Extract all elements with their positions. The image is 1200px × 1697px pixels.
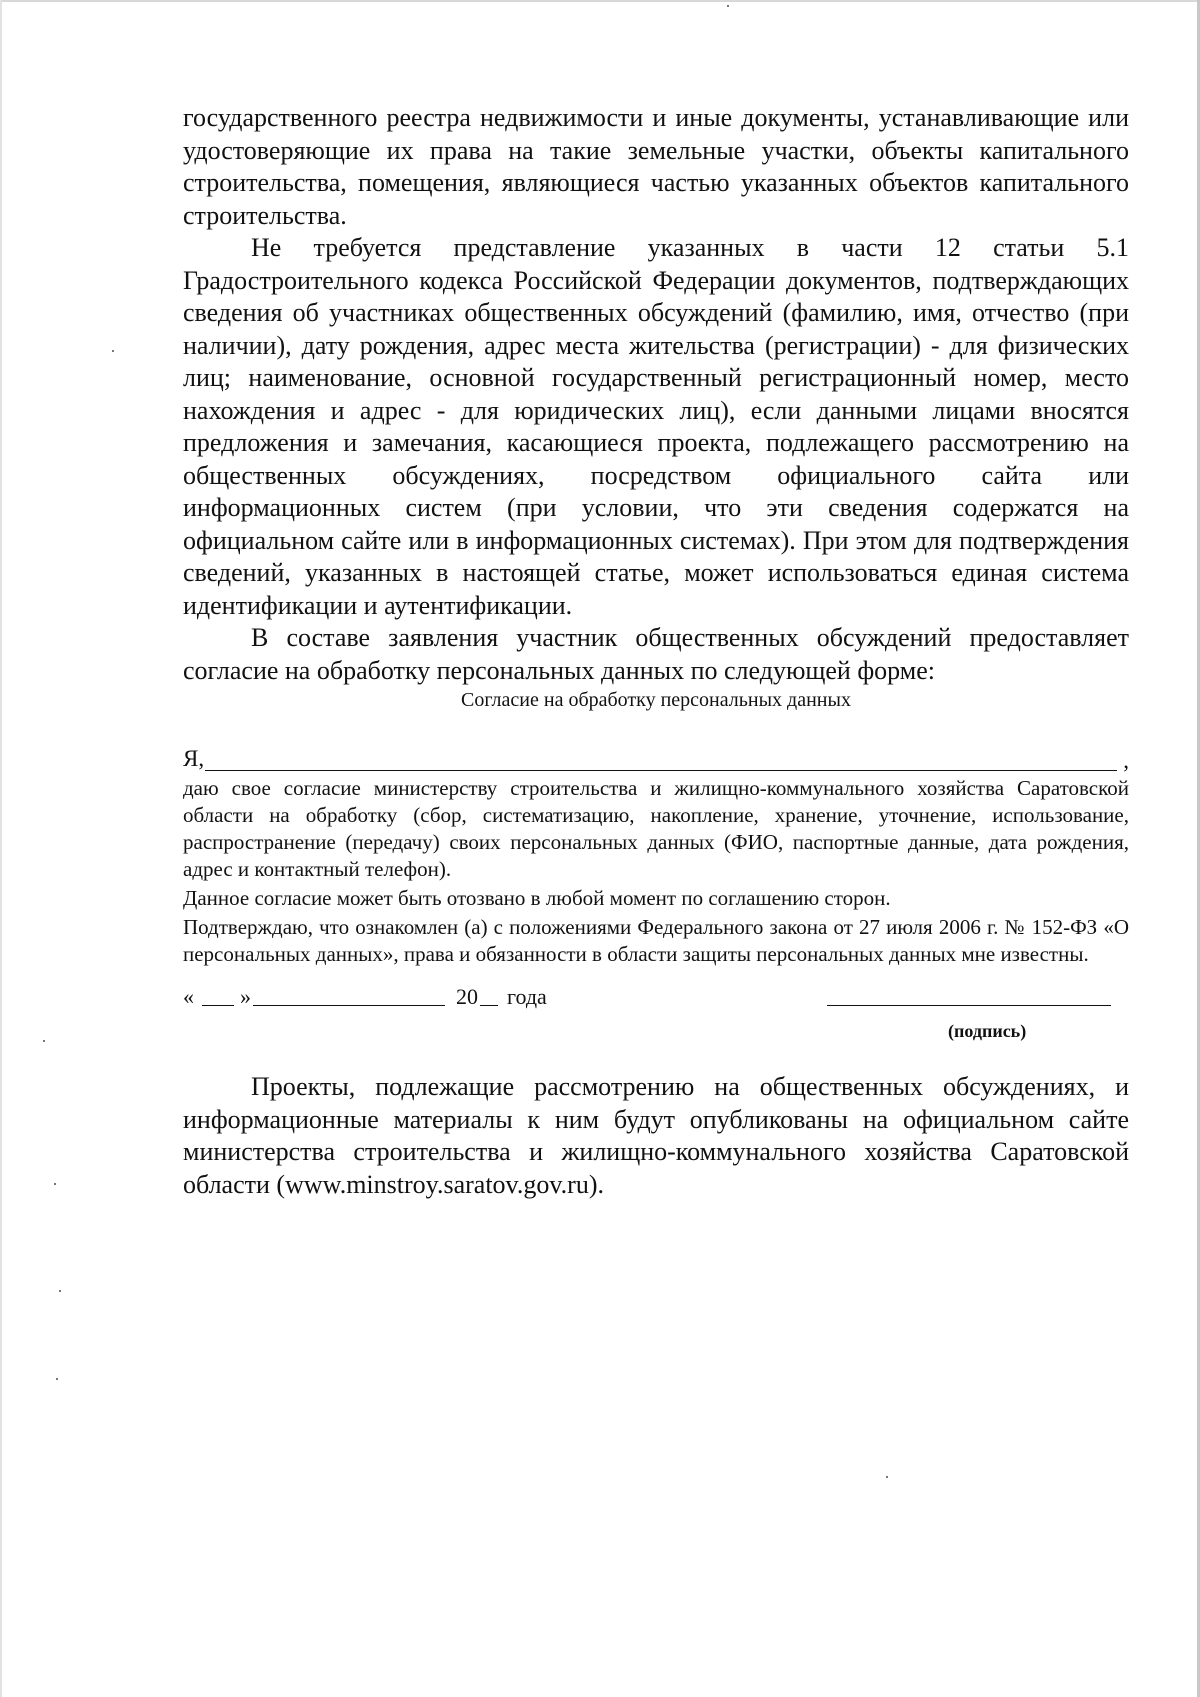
consent-text-1: даю свое согласие министерству строительства и жилищно-коммунального хозяйства Саратовской области на обработку (сбор, систематизацию, накопление, хранение, уточнение, использование, распространение (передачу) своих персональных данных (ФИО, паспортные данные, дата рождения, адрес и контактный телефон).	[183, 776, 1129, 881]
scan-speck	[59, 1290, 61, 1292]
scan-speck	[43, 1040, 45, 1042]
name-field-line	[205, 770, 1117, 771]
signature-line	[827, 1005, 1111, 1006]
scan-left-edge	[0, 0, 2, 1697]
year-field-line	[480, 1005, 498, 1006]
document-body	[183, 102, 1129, 1201]
paragraph-2: Не требуется представление указанных в части 12 статьи 5.1 Градостроительного кодекса Российской Федерации документов, подтверждающих сведения об участниках общественных обсуждений (фамилию, имя, отчество (при наличии), дату рождения, адрес места жительства (регистрации) - для физических лиц; наименование, основной государственный регистрационный номер, место нахождения и адрес - для юридических лиц), если данными лицами вносятся предложения и замечания, касающиеся проекта, подлежащего рассмотрению на общественных обсуждениях, посредством официального сайта или информационных систем (при условии, что эти сведения содержатся на официальном сайте или в информационных системах). При этом для подтверждения сведений, указанных в настоящей статье, может использоваться единая система идентификации и аутентификации.	[183, 233, 1129, 620]
year-word: года	[507, 984, 547, 1009]
consent-text-3: Подтверждаю, что ознакомлен (а) с положениями Федерального закона от 27 июля 2006 г. № 152-ФЗ «О персональных данных», права и обязанности в области защиты персональных данных мне известны.	[183, 915, 1129, 966]
date-open-quote: «	[183, 984, 194, 1009]
name-label: Я,	[183, 746, 205, 771]
consent-form	[183, 688, 1129, 1041]
month-field-line	[253, 1005, 445, 1006]
consent-title: Согласие на обработку персональных данных	[461, 689, 851, 711]
name-line	[183, 745, 1129, 775]
date-signature-row	[183, 983, 1129, 1041]
scan-speck	[56, 1378, 58, 1380]
scan-speck	[112, 350, 114, 352]
scan-speck	[886, 1476, 888, 1478]
scan-speck	[727, 5, 729, 7]
signature-caption: (подпись)	[948, 1021, 1027, 1041]
scan-speck	[54, 1183, 56, 1185]
final-paragraph: Проекты, подлежащие рассмотрению на общественных обсуждениях, и информационные материалы к ним будут опубликованы на официальном сайте министерства строительства и жилищно-коммунального хозяйства Саратовской области (www.minstroy.saratov.gov.ru).	[183, 1072, 1129, 1199]
consent-text-2: Данное согласие может быть отозвано в любой момент по соглашению сторон.	[183, 886, 891, 910]
date-close-quote: »	[240, 984, 251, 1009]
year-prefix: 20	[456, 984, 478, 1009]
name-trailing-comma: ,	[1123, 748, 1129, 773]
scan-top-edge	[0, 0, 1200, 2]
paragraph-3: В составе заявления участник общественных обсуждений предоставляет согласие на обработку персональных данных по следующей форме:	[183, 623, 1129, 685]
day-field-line	[202, 1005, 234, 1006]
paragraph-1: государственного реестра недвижимости и иные документы, устанавливающие или удостоверяющие их права на такие земельные участки, объекты капитального строительства, помещения, являющиеся частью указанных объектов капитального строительства.	[183, 103, 1129, 230]
